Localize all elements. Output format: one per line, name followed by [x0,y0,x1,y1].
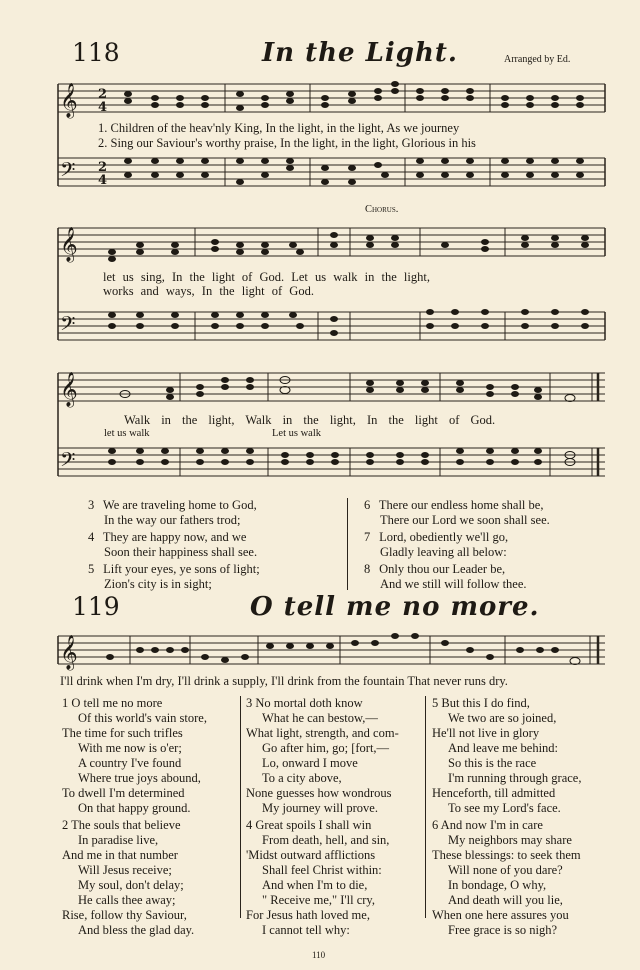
hymn-number-119: 119 [72,592,120,621]
verse-line: Rise, follow thy Saviour, [62,908,187,922]
svg-text:4: 4 [98,100,108,115]
lyrics-row2-verse2: works and ways, In the light of God. [103,284,314,298]
verse-line: On that happy ground. [78,801,191,815]
verse-line: None guesses how wondrous [246,786,392,800]
verse-line: And when I'm to die, [262,878,368,892]
verse-6-line-2: There our Lord we soon shall see. [380,513,550,527]
verses-right-column [364,498,550,592]
verse-line: Will none of you dare? [448,863,563,877]
bass-clef-icon: 𝄢 [60,312,76,340]
treble-clef-icon: 𝄞 [60,83,78,118]
treble-clef-icon: 𝄞 [60,227,78,262]
lyrics-row3-main: Walk in the light, Walk in the light, In the light of God. [124,413,496,427]
lyrics-row1-verse1: 1. Children of the heav'nly King, In the light, in the light, As we journey [98,121,460,135]
verse-line: A country I've found [78,756,182,770]
verse-line: And me in that number [62,848,178,862]
verse-7: 7 Lord, obediently we'll go, [364,530,509,544]
hymn119-column-2 [246,696,399,938]
verse-8: 8 Only thou our Leader be, [364,562,506,576]
verse-line: 5 But this I do find, [432,696,530,710]
notes-sys2-bass [108,309,589,336]
verse-line: These blessings: to seek them [432,848,581,862]
verse-line: Shall feel Christ within: [262,863,382,877]
hymn-title-119: O tell me no more. [250,592,540,622]
verse-line: When one here assures you [432,908,569,922]
verse-4-line-2: Soon their happiness shall see. [104,545,258,559]
page-number: 110 [312,950,326,960]
verse-line: For Jesus hath loved me, [246,908,370,922]
verse-line: In paradise live, [78,833,159,847]
hymn119-column-1 [62,696,207,938]
verse-8-line-2: And we still will follow thee. [380,577,527,591]
verse-3: 3 We are traveling home to God, [88,498,257,512]
bass-clef-icon: 𝄢 [60,448,76,476]
staff-system-3-treble [58,373,605,401]
verse-line: And bless the glad day. [78,923,195,937]
hymn-number-118: 118 [72,38,120,67]
verse-line: " Receive me," I'll cry, [262,893,375,907]
verse-line: 'Midst outward afflictions [246,848,376,862]
treble-clef-icon: 𝄞 [60,635,78,670]
hymn119-column-3 [432,696,581,938]
notes-hymn-119 [106,633,580,665]
verse-5-line-2: Zion's city is in sight; [104,577,212,591]
staff-system-1-treble [58,84,605,112]
verse-7-line-2: Gladly leaving all below: [380,545,507,559]
verse-line: 4 Great spoils I shall win [246,818,372,832]
verse-line: In bondage, O why, [448,878,547,892]
verse-line: My journey will prove. [262,801,378,815]
verse-line: And leave me behind: [448,741,559,755]
lyrics-row3-sub-a: let us walk [104,428,150,439]
hymn-title-118: In the Light. [262,38,458,68]
verse-line: We two are so joined, [448,711,557,725]
verse-3-line-2: In the way our fathers trod; [104,513,241,527]
verse-line: To a city above, [262,771,342,785]
verse-line: I'm running through grace, [448,771,582,785]
notes-sys1-treble [124,81,584,111]
verse-line: And death will you lie, [448,893,563,907]
verse-line: He'll not live in glory [432,726,540,740]
bass-clef-icon: 𝄢 [60,158,76,186]
verse-divider [347,498,348,590]
lyrics-row2-verse1: let us sing, In the light of God. Let us walk in the light, [103,270,430,284]
verse-line: He calls thee away; [78,893,176,907]
lyrics-row3-sub-b: Let us walk [272,428,321,439]
verse-line: Lo, onward I move [262,756,358,770]
verse-line: My soul, don't delay; [78,878,184,892]
verse-line: To dwell I'm determined [62,786,185,800]
svg-text:4: 4 [98,173,108,188]
verse-line: What he can bestow,— [262,711,378,725]
verse-line: Go after him, go; [fort,— [262,741,390,755]
notes-sys2-treble [108,232,589,262]
verse-line: My neighbors may share [448,833,572,847]
hymn119-tune-lyric: I'll drink when I'm dry, I'll drink a supply, I'll drink from the fountain That never runs dry. [60,674,508,688]
verse-6: 6 There our endless home shall be, [364,498,544,512]
verse-line: Henceforth, till admitted [432,786,556,800]
verse-line: With me now is o'er; [78,741,182,755]
verse-4: 4 They are happy now, and we [88,530,247,544]
verse-line: To see my Lord's face. [448,801,561,815]
staff-system-1-bass [58,158,605,186]
verse-line: 2 The souls that believe [62,818,181,832]
verse-line: 3 No mortal doth know [246,696,363,710]
column-divider-2 [425,696,426,918]
verse-line: So this is the race [448,756,537,770]
verse-line: Will Jesus receive; [78,863,172,877]
verse-line: Of this world's vain store, [78,711,207,725]
treble-clef-icon: 𝄞 [60,372,78,407]
verse-line: Free grace is so nigh? [448,923,557,937]
lyrics-row1-verse2: 2. Sing our Saviour's worthy praise, In the light, in the light, Glorious in his [98,136,476,150]
arranger-credit: Arranged by Ed. [504,54,571,65]
column-divider-1 [240,696,241,918]
notes-sys3-bass [108,448,575,466]
svg-text:2: 2 [98,87,108,102]
verse-line: I cannot tell why: [262,923,350,937]
verse-line: What light, strength, and com- [246,726,399,740]
verse-line: Where true joys abound, [78,771,201,785]
verses-left-column [88,498,260,592]
verse-5: 5 Lift your eyes, ye sons of light; [88,562,260,576]
verse-line: 1 O tell me no more [62,696,163,710]
verse-line: The time for such trifles [62,726,183,740]
svg-text:2: 2 [98,160,108,175]
chorus-label: Chorus. [365,204,399,215]
verse-line: 6 And now I'm in care [432,818,543,832]
verse-line: From death, hell, and sin, [262,833,390,847]
